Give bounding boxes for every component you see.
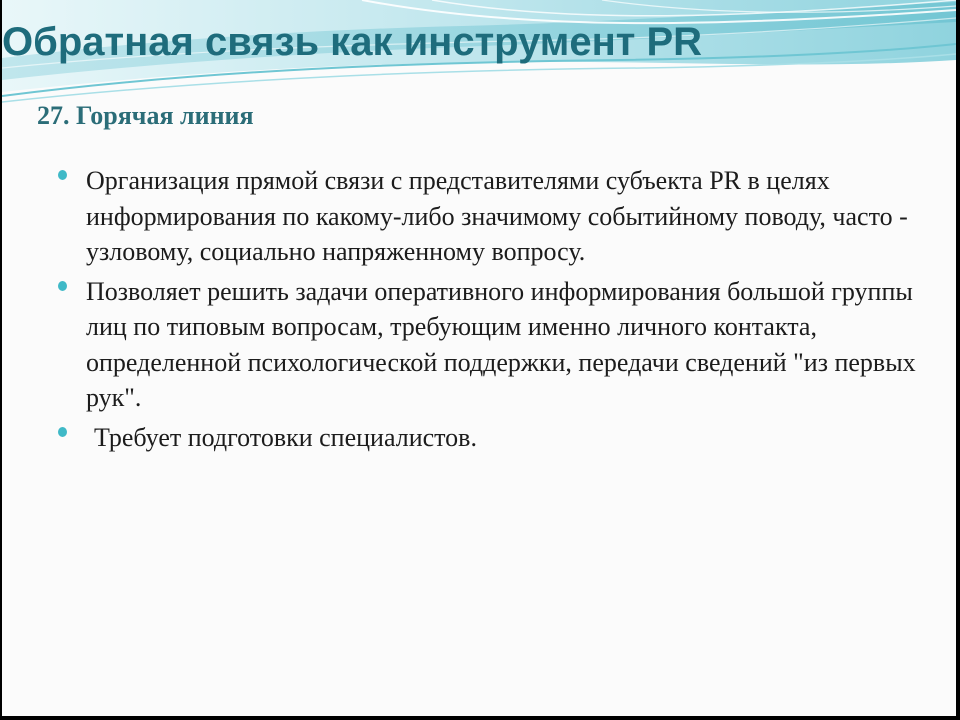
bullet-text: Позволяет решить задачи оперативного информирования большой группы лиц по типовым вопросам, требующим именно личного контакта, определенной психологической поддержки, передачи сведений "из первых рук". — [86, 276, 916, 412]
list-item — [58, 274, 918, 416]
bullet-text: Требует подготовки специалистов. — [94, 422, 477, 452]
slide-title: Обратная связь как инструмент PR — [2, 20, 703, 64]
bullet-list — [58, 163, 918, 459]
slide-subtitle: 27. Горячая линия — [37, 101, 254, 130]
list-item — [58, 163, 918, 270]
list-item — [58, 420, 918, 456]
bullet-dot-icon — [58, 281, 67, 291]
bullet-dot-icon — [58, 170, 67, 180]
bullet-dot-icon — [58, 427, 67, 437]
slide — [2, 0, 956, 716]
bullet-text: Организация прямой связи с представителями субъекта PR в целях информирования по какому-либо значимому событийному поводу, часто - узловому, социально напряженному вопросу. — [86, 166, 908, 266]
